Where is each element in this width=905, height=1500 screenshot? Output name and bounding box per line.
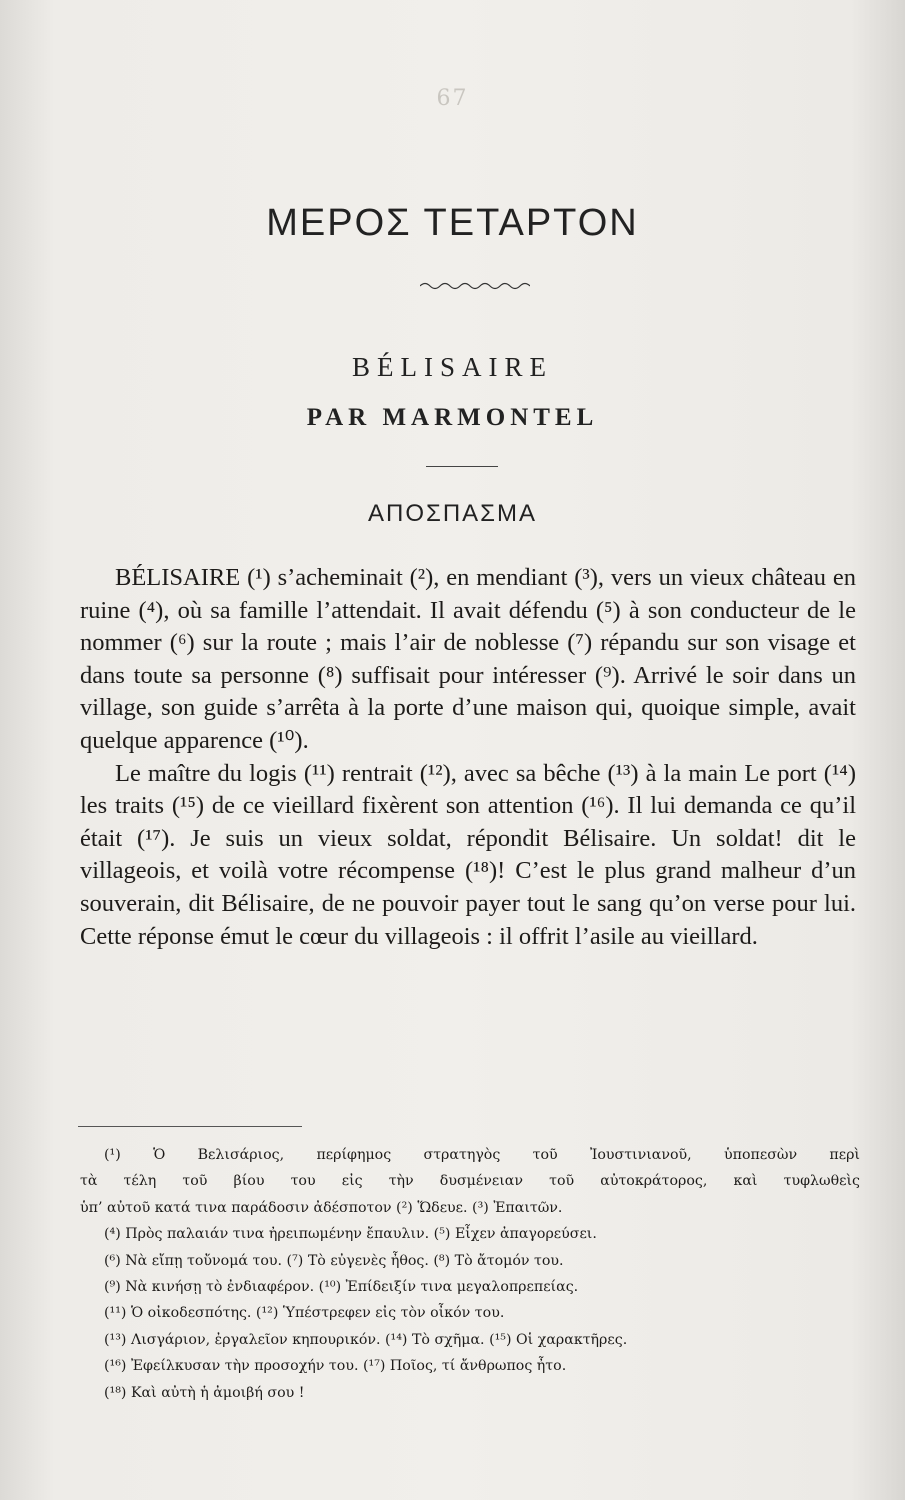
work-title: BÉLISAIRE bbox=[352, 352, 553, 382]
part-title: ΜΕΡΟΣ ΤΕΤΑΡΤΟΝ bbox=[266, 202, 639, 244]
title-divider bbox=[426, 466, 498, 467]
wavy-ornament bbox=[420, 280, 530, 290]
footnote-line: (⁶) Νὰ εἴπῃ τοὔνομά του. (⁷) Τὸ εὐγενὲς ἦθος. (⁸) Τὸ ἄτομόν του. bbox=[104, 1252, 564, 1269]
main-text bbox=[80, 562, 856, 953]
paragraph-1: BÉLISAIRE (¹) s’acheminait (²), en mendiant (³), vers un vieux château en ruine (⁴), où sa famille l’attendait. Il avait défendu (⁵) à son conducteur de le nommer (⁶) sur la route ; mais l’air de noblesse (⁷) répandu sur son visage et dans toute sa personne (⁸) suffisait pour intéresser (⁹). Arrivé le soir dans un village, son guide s’arrêta à la porte d’une maison qui, quoique simple, avait quelque apparence (¹⁰). bbox=[80, 564, 856, 754]
footnote-line: ὑπ’ αὐτοῦ κατά τινα παράδοσιν ἀδέσποτον (²) Ὥδευε. (³) Ἐπαιτῶν. bbox=[80, 1199, 563, 1216]
footnote-line: (¹¹) Ὁ οἰκοδεσπότης. (¹²) Ὑπέστρεφεν εἰς τὸν οἶκόν του. bbox=[104, 1305, 505, 1322]
footnote-line: (¹⁸) Καὶ αὐτὴ ἡ ἀμοιβή σου ! bbox=[104, 1384, 305, 1401]
footnote-line: (¹) Ὁ Βελισάριος, περίφημος στρατηγὸς τοῦ Ἰουστινιανοῦ, ὑποπεσὼν περὶ bbox=[104, 1147, 860, 1163]
footnote-line: (¹⁶) Ἐφείλκυσαν τὴν προσοχήν του. (¹⁷) Ποῖος, τί ἄνθρωπος ἦτο. bbox=[104, 1358, 567, 1375]
author-line: PAR MARMONTEL bbox=[306, 404, 599, 431]
paragraph-2: Le maître du logis (¹¹) rentrait (¹²), avec sa bêche (¹³) à la main Le port (¹⁴) les traits (¹⁵) de ce vieillard fixèrent son attention (¹⁶). Il lui demanda ce qu’il était (¹⁷). Je suis un vieux soldat, répondit Bélisaire. Un soldat! dit le villageois, et voilà votre récompense (¹⁸)! C’est le plus grand malheur d’un souverain, dit Bélisaire, de ne pouvoir payer tout le sang qu’on verse pour lui. Cette réponse émut le cœur du villageois : il offrit l’asile au vieillard. bbox=[80, 759, 856, 950]
footnote-line: τὰ τέλη τοῦ βίου του εἰς τὴν δυσμένειαν τοῦ αὐτοκράτορος, καὶ τυφλωθεὶς bbox=[80, 1173, 860, 1190]
page-number: 67 bbox=[436, 86, 469, 111]
footnotes bbox=[80, 1142, 860, 1406]
footnote-line: (¹³) Λισγάριον, ἐργαλεῖον κηπουρικόν. (¹⁴) Τὸ σχῆμα. (¹⁵) Οἱ χαρακτῆρες. bbox=[104, 1331, 628, 1348]
excerpt-heading: ΑΠΟΣΠΑΣΜΑ bbox=[367, 500, 538, 527]
footnote-line: (⁴) Πρὸς παλαιάν τινα ἠρειπωμένην ἔπαυλιν. (⁵) Εἶχεν ἀπαγορεύσει. bbox=[104, 1226, 597, 1243]
footnote-divider bbox=[78, 1126, 302, 1127]
footnote-line: (⁹) Νὰ κινήσῃ τὸ ἐνδιαφέρον. (¹⁰) Ἐπίδειξίν τινα μεγαλοπρεπείας. bbox=[104, 1279, 579, 1296]
